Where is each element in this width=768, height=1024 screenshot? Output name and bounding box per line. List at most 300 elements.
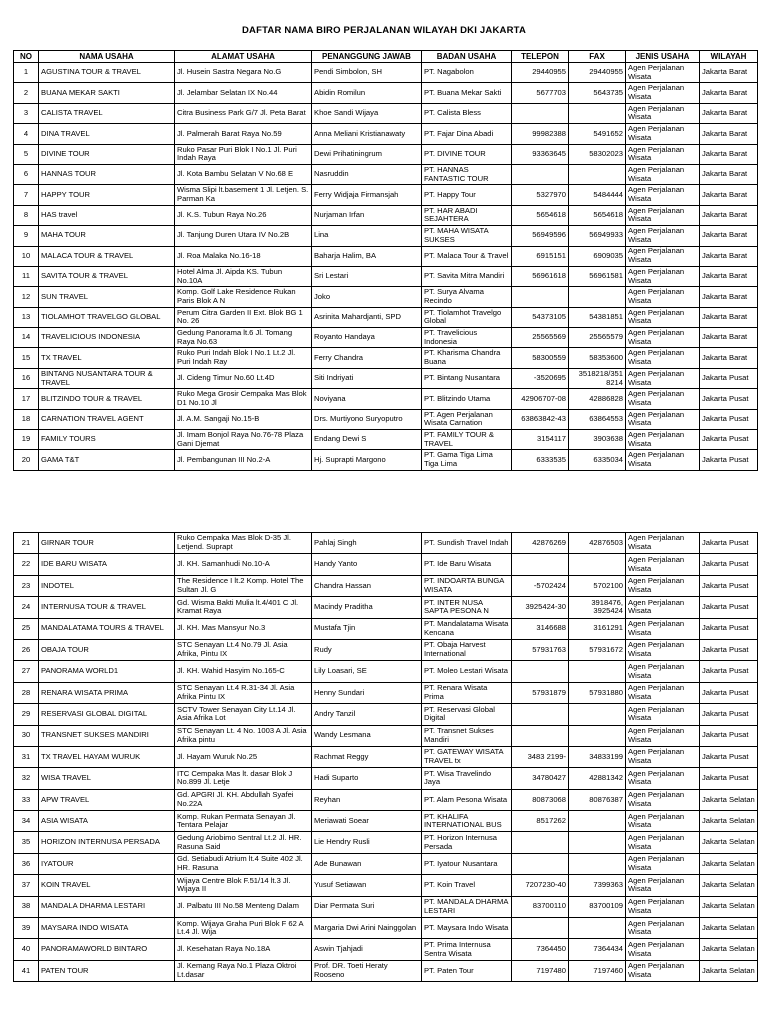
table-1-body xyxy=(14,63,758,471)
cell-alamat-usaha: Ruko Pasar Puri Blok I No.1 Jl. Puri Indah Raya xyxy=(175,144,312,164)
cell-wilayah: Jakarta Selatan xyxy=(700,960,758,981)
cell-no: 24 xyxy=(14,597,39,618)
cell-no: 40 xyxy=(14,939,39,960)
cell-alamat-usaha: Ruko Puri Indah Blok I No.1 Lt.2 Jl. Puri Indah Ray xyxy=(175,348,312,368)
cell-alamat-usaha: ITC Cempaka Mas lt. dasar Blok J No.899 Jl. Letje xyxy=(175,768,312,789)
table-2-body xyxy=(14,533,758,982)
cell-jenis-usaha: Agen Perjalanan Wisata xyxy=(626,704,700,725)
table-row xyxy=(14,124,758,144)
cell-nama-usaha: TRANSNET SUKSES MANDIRI xyxy=(39,725,175,746)
cell-jenis-usaha: Agen Perjalanan Wisata xyxy=(626,725,700,746)
table-row xyxy=(14,661,758,682)
table-row xyxy=(14,725,758,746)
cell-telepon xyxy=(512,661,569,682)
cell-jenis-usaha: Agen Perjalanan Wisata xyxy=(626,450,700,470)
cell-penanggung-jawab: Asrinita Mahardjanti, SPD xyxy=(312,307,422,327)
cell-nama-usaha: APW TRAVEL xyxy=(39,789,175,810)
cell-telepon xyxy=(512,918,569,939)
cell-wilayah: Jakarta Pusat xyxy=(700,661,758,682)
cell-alamat-usaha: SCTV Tower Senayan City Lt.14 Jl. Asia Afrika Lot xyxy=(175,704,312,725)
cell-no: 8 xyxy=(14,205,39,225)
cell-telepon xyxy=(512,704,569,725)
cell-wilayah: Jakarta Barat xyxy=(700,124,758,144)
cell-fax: 7399363 xyxy=(569,875,626,896)
cell-no: 3 xyxy=(14,103,39,123)
cell-wilayah: Jakarta Selatan xyxy=(700,875,758,896)
cell-telepon: 42906707-08 xyxy=(512,389,569,409)
cell-badan-usaha: PT. Nagabolon xyxy=(422,63,512,83)
cell-penanggung-jawab: Diar Permata Suri xyxy=(312,896,422,917)
header-fax: FAX xyxy=(569,51,626,63)
cell-wilayah: Jakarta Pusat xyxy=(700,554,758,575)
cell-penanggung-jawab: Dewi Prihatiningrum xyxy=(312,144,422,164)
cell-fax: 5702100 xyxy=(569,575,626,596)
cell-no: 15 xyxy=(14,348,39,368)
cell-nama-usaha: PANORAMAWORLD BINTARO xyxy=(39,939,175,960)
cell-telepon: 7197480 xyxy=(512,960,569,981)
cell-alamat-usaha: Jl. Cideng Timur No.60 Lt.4D xyxy=(175,368,312,388)
cell-alamat-usaha: Gedung Panorama lt.6 Jl. Tomang Raya No.63 xyxy=(175,328,312,348)
cell-badan-usaha: PT. Renara Wisata Prima xyxy=(422,682,512,703)
table-row xyxy=(14,450,758,470)
cell-no: 28 xyxy=(14,682,39,703)
cell-alamat-usaha: Jl. Palmerah Barat Raya No.59 xyxy=(175,124,312,144)
cell-telepon xyxy=(512,853,569,874)
cell-fax: 5654618 xyxy=(569,205,626,225)
cell-alamat-usaha: Jl. Husein Sastra Negara No.G xyxy=(175,63,312,83)
cell-wilayah: Jakarta Pusat xyxy=(700,389,758,409)
cell-badan-usaha: PT. Blitzindo Utama xyxy=(422,389,512,409)
cell-penanggung-jawab: Reyhan xyxy=(312,789,422,810)
cell-badan-usaha: PT. DIVINE TOUR xyxy=(422,144,512,164)
cell-badan-usaha: PT. Prima Internusa Sentra Wisata xyxy=(422,939,512,960)
cell-telepon: 5327970 xyxy=(512,185,569,205)
cell-alamat-usaha: Jl. Pembangunan III No.2-A xyxy=(175,450,312,470)
table-row xyxy=(14,853,758,874)
cell-alamat-usaha: Jl. Tanjung Duren Utara IV No.2B xyxy=(175,226,312,246)
cell-badan-usaha: PT. HAR ABADI SEJAHTERA xyxy=(422,205,512,225)
cell-badan-usaha: PT. Happy Tour xyxy=(422,185,512,205)
cell-fax: 3903638 xyxy=(569,430,626,450)
cell-nama-usaha: CALISTA TRAVEL xyxy=(39,103,175,123)
cell-jenis-usaha: Agen Perjalanan Wisata xyxy=(626,875,700,896)
cell-telepon: 29440955 xyxy=(512,63,569,83)
cell-badan-usaha: PT. Gama Tiga Lima Tiga Lima xyxy=(422,450,512,470)
table-row xyxy=(14,348,758,368)
table-row xyxy=(14,533,758,554)
cell-nama-usaha: MANDALATAMA TOURS & TRAVEL xyxy=(39,618,175,639)
cell-alamat-usaha: Gd. Wisma Bakti Mulia lt.4/401 C Jl. Kramat Raya xyxy=(175,597,312,618)
cell-nama-usaha: DINA TRAVEL xyxy=(39,124,175,144)
cell-no: 31 xyxy=(14,746,39,767)
cell-jenis-usaha: Agen Perjalanan Wisata xyxy=(626,246,700,266)
cell-alamat-usaha: Ruko Cempaka Mas Blok D-35 Jl. Letjend. Suprapt xyxy=(175,533,312,554)
cell-jenis-usaha: Agen Perjalanan Wisata xyxy=(626,768,700,789)
cell-nama-usaha: TX TRAVEL xyxy=(39,348,175,368)
cell-telepon xyxy=(512,103,569,123)
cell-no: 35 xyxy=(14,832,39,853)
cell-jenis-usaha: Agen Perjalanan Wisata xyxy=(626,368,700,388)
cell-wilayah: Jakarta Pusat xyxy=(700,450,758,470)
table-row xyxy=(14,63,758,83)
cell-jenis-usaha: Agen Perjalanan Wisata xyxy=(626,124,700,144)
cell-penanggung-jawab: Noviyana xyxy=(312,389,422,409)
cell-telepon: 3146688 xyxy=(512,618,569,639)
cell-nama-usaha: HAS travel xyxy=(39,205,175,225)
cell-jenis-usaha: Agen Perjalanan Wisata xyxy=(626,103,700,123)
cell-badan-usaha: PT. Bintang Nusantara xyxy=(422,368,512,388)
cell-wilayah: Jakarta Pusat xyxy=(700,704,758,725)
cell-badan-usaha: PT. FAMILY TOUR & TRAVEL xyxy=(422,430,512,450)
cell-alamat-usaha: Wijaya Centre Blok F.51/14 lt.3 Jl. Wijaya II xyxy=(175,875,312,896)
table-row xyxy=(14,164,758,184)
cell-telepon: 8517262 xyxy=(512,811,569,832)
cell-badan-usaha: PT. Kharisma Chandra Buana xyxy=(422,348,512,368)
cell-alamat-usaha: Jl. Palbatu III No.58 Menteng Dalam xyxy=(175,896,312,917)
cell-penanggung-jawab: Lina xyxy=(312,226,422,246)
cell-badan-usaha: PT. MAHA WISATA SUKSES xyxy=(422,226,512,246)
cell-fax: 57931672 xyxy=(569,639,626,660)
cell-wilayah: Jakarta Pusat xyxy=(700,368,758,388)
table-row xyxy=(14,575,758,596)
cell-telepon: 34780427 xyxy=(512,768,569,789)
cell-wilayah: Jakarta Pusat xyxy=(700,725,758,746)
cell-no: 12 xyxy=(14,287,39,307)
cell-penanggung-jawab: Rachmat Reggy xyxy=(312,746,422,767)
cell-fax xyxy=(569,725,626,746)
cell-no: 18 xyxy=(14,409,39,429)
cell-penanggung-jawab: Nasruddin xyxy=(312,164,422,184)
cell-jenis-usaha: Agen Perjalanan Wisata xyxy=(626,348,700,368)
cell-nama-usaha: MAHA TOUR xyxy=(39,226,175,246)
cell-nama-usaha: INTERNUSA TOUR & TRAVEL xyxy=(39,597,175,618)
cell-penanggung-jawab: Nurjaman Irfan xyxy=(312,205,422,225)
cell-nama-usaha: PANORAMA WORLD1 xyxy=(39,661,175,682)
cell-penanggung-jawab: Handy Yanto xyxy=(312,554,422,575)
cell-no: 7 xyxy=(14,185,39,205)
cell-alamat-usaha: Jl. A.M. Sangaji No.15-B xyxy=(175,409,312,429)
cell-penanggung-jawab: Wandy Lesmana xyxy=(312,725,422,746)
cell-penanggung-jawab: Pendi Simbolon, SH xyxy=(312,63,422,83)
cell-alamat-usaha: Jl. Roa Malaka No.16-18 xyxy=(175,246,312,266)
cell-alamat-usaha: The Residence I lt.2 Komp. Hotel The Sultan Jl. G xyxy=(175,575,312,596)
table-row xyxy=(14,682,758,703)
cell-nama-usaha: IDE BARU WISATA xyxy=(39,554,175,575)
cell-fax: 3918476, 3925424 xyxy=(569,597,626,618)
cell-wilayah: Jakarta Selatan xyxy=(700,939,758,960)
cell-penanggung-jawab: Anna Meliani Kristianawaty xyxy=(312,124,422,144)
cell-wilayah: Jakarta Pusat xyxy=(700,575,758,596)
cell-wilayah: Jakarta Pusat xyxy=(700,639,758,660)
header-nama-usaha: NAMA USAHA xyxy=(39,51,175,63)
cell-telepon xyxy=(512,832,569,853)
cell-wilayah: Jakarta Pusat xyxy=(700,746,758,767)
cell-no: 39 xyxy=(14,918,39,939)
cell-jenis-usaha: Agen Perjalanan Wisata xyxy=(626,896,700,917)
cell-penanggung-jawab: Lily Loasari, SE xyxy=(312,661,422,682)
cell-no: 29 xyxy=(14,704,39,725)
table-row xyxy=(14,832,758,853)
cell-badan-usaha: PT. Maysara Indo Wisata xyxy=(422,918,512,939)
cell-fax: 5484444 xyxy=(569,185,626,205)
cell-jenis-usaha: Agen Perjalanan Wisata xyxy=(626,597,700,618)
table-row xyxy=(14,389,758,409)
cell-penanggung-jawab: Meriawati Soear xyxy=(312,811,422,832)
cell-penanggung-jawab: Chandra Hassan xyxy=(312,575,422,596)
cell-badan-usaha: PT. Surya Alvama Recindo xyxy=(422,287,512,307)
cell-penanggung-jawab: Siti Indriyati xyxy=(312,368,422,388)
cell-fax: 6909035 xyxy=(569,246,626,266)
cell-wilayah: Jakarta Pusat xyxy=(700,682,758,703)
cell-nama-usaha: AGUSTINA TOUR & TRAVEL xyxy=(39,63,175,83)
cell-no: 5 xyxy=(14,144,39,164)
cell-badan-usaha: PT. Malaca Tour & Travel xyxy=(422,246,512,266)
cell-badan-usaha: PT. Reservasi Global Digital xyxy=(422,704,512,725)
cell-fax: 42876503 xyxy=(569,533,626,554)
cell-penanggung-jawab: Margaria Dwi Arini Nainggolan xyxy=(312,918,422,939)
cell-wilayah: Jakarta Selatan xyxy=(700,811,758,832)
cell-alamat-usaha: Gd. APGRI Jl. KH. Abdullah Syafei No.22A xyxy=(175,789,312,810)
cell-fax: 34833199 xyxy=(569,746,626,767)
cell-alamat-usaha: Gd. Setiabudi Atrium lt.4 Suite 402 Jl. HR. Rasuna xyxy=(175,853,312,874)
table-row xyxy=(14,409,758,429)
cell-wilayah: Jakarta Barat xyxy=(700,144,758,164)
cell-telepon: 80873068 xyxy=(512,789,569,810)
cell-jenis-usaha: Agen Perjalanan Wisata xyxy=(626,661,700,682)
cell-no: 9 xyxy=(14,226,39,246)
cell-wilayah: Jakarta Barat xyxy=(700,83,758,103)
cell-jenis-usaha: Agen Perjalanan Wisata xyxy=(626,575,700,596)
cell-no: 32 xyxy=(14,768,39,789)
cell-no: 22 xyxy=(14,554,39,575)
cell-fax: 7197460 xyxy=(569,960,626,981)
cell-alamat-usaha: Jl. Jelambar Selatan IX No.44 xyxy=(175,83,312,103)
cell-no: 16 xyxy=(14,368,39,388)
cell-fax: 6335034 xyxy=(569,450,626,470)
cell-wilayah: Jakarta Barat xyxy=(700,205,758,225)
cell-penanggung-jawab: Sri Lestari xyxy=(312,266,422,286)
cell-penanggung-jawab: Khoe Sandi Wijaya xyxy=(312,103,422,123)
cell-penanggung-jawab: Baharja Halim, BA xyxy=(312,246,422,266)
cell-penanggung-jawab: Ferry Widjaja Firmansjah xyxy=(312,185,422,205)
cell-nama-usaha: KOIN TRAVEL xyxy=(39,875,175,896)
cell-penanggung-jawab: Drs. Murtiyono Suryoputro xyxy=(312,409,422,429)
header-no: NO xyxy=(14,51,39,63)
cell-fax: 7364434 xyxy=(569,939,626,960)
cell-wilayah: Jakarta Pusat xyxy=(700,430,758,450)
cell-penanggung-jawab: Ade Bunawan xyxy=(312,853,422,874)
cell-no: 2 xyxy=(14,83,39,103)
cell-telepon: 25565569 xyxy=(512,328,569,348)
cell-alamat-usaha: Jl. KH. Samanhudi No.10-A xyxy=(175,554,312,575)
cell-alamat-usaha: Jl. Hayam Wuruk No.25 xyxy=(175,746,312,767)
table-row xyxy=(14,939,758,960)
cell-no: 20 xyxy=(14,450,39,470)
cell-alamat-usaha: STC Senayan Lt. 4 No. 1003 A Jl. Asia Afrika pintu xyxy=(175,725,312,746)
cell-fax: 63864553 xyxy=(569,409,626,429)
cell-badan-usaha: PT. INDOARTA BUNGA WISATA xyxy=(422,575,512,596)
cell-fax: 57931880 xyxy=(569,682,626,703)
cell-fax: 5491652 xyxy=(569,124,626,144)
table-header-row xyxy=(14,51,758,63)
cell-badan-usaha: PT. Fajar Dina Abadi xyxy=(422,124,512,144)
table-row xyxy=(14,746,758,767)
table-row xyxy=(14,704,758,725)
cell-penanggung-jawab: Henny Sundari xyxy=(312,682,422,703)
cell-nama-usaha: HAPPY TOUR xyxy=(39,185,175,205)
cell-badan-usaha: PT. Travelicious Indonesia xyxy=(422,328,512,348)
cell-nama-usaha: RENARA WISATA PRIMA xyxy=(39,682,175,703)
cell-jenis-usaha: Agen Perjalanan Wisata xyxy=(626,409,700,429)
cell-fax: 56949933 xyxy=(569,226,626,246)
cell-fax: 56961581 xyxy=(569,266,626,286)
cell-telepon xyxy=(512,725,569,746)
cell-telepon: 7207230-40 xyxy=(512,875,569,896)
cell-nama-usaha: WISA TRAVEL xyxy=(39,768,175,789)
header-jenis-usaha: JENIS USAHA xyxy=(626,51,700,63)
cell-jenis-usaha: Agen Perjalanan Wisata xyxy=(626,185,700,205)
cell-telepon: 93363645 xyxy=(512,144,569,164)
cell-telepon: 3483 2199- xyxy=(512,746,569,767)
cell-penanggung-jawab: Lie Hendry Rusli xyxy=(312,832,422,853)
table-row xyxy=(14,307,758,327)
cell-jenis-usaha: Agen Perjalanan Wisata xyxy=(626,266,700,286)
cell-badan-usaha: PT. Paten Tour xyxy=(422,960,512,981)
cell-no: 26 xyxy=(14,639,39,660)
cell-nama-usaha: BUANA MEKAR SAKTI xyxy=(39,83,175,103)
header-penanggung-jawab: PENANGGUNG JAWAB xyxy=(312,51,422,63)
cell-penanggung-jawab: Yusuf Setiawan xyxy=(312,875,422,896)
cell-badan-usaha: PT. Horizon Internusa Persada xyxy=(422,832,512,853)
cell-fax: 58353600 xyxy=(569,348,626,368)
header-wilayah: WILAYAH xyxy=(700,51,758,63)
cell-fax xyxy=(569,853,626,874)
table-row xyxy=(14,185,758,205)
cell-penanggung-jawab: Ferry Chandra xyxy=(312,348,422,368)
cell-telepon: 3154117 xyxy=(512,430,569,450)
cell-telepon xyxy=(512,554,569,575)
cell-badan-usaha: PT. Iyatour Nusantara xyxy=(422,853,512,874)
cell-badan-usaha: PT. GATEWAY WISATA TRAVEL tx xyxy=(422,746,512,767)
cell-jenis-usaha: Agen Perjalanan Wisata xyxy=(626,832,700,853)
cell-badan-usaha: PT. Tiolamhot Travelgo Global xyxy=(422,307,512,327)
cell-jenis-usaha: Agen Perjalanan Wisata xyxy=(626,746,700,767)
table-row xyxy=(14,768,758,789)
table-row xyxy=(14,960,758,981)
cell-nama-usaha: HANNAS TOUR xyxy=(39,164,175,184)
cell-fax xyxy=(569,832,626,853)
cell-jenis-usaha: Agen Perjalanan Wisata xyxy=(626,960,700,981)
cell-jenis-usaha: Agen Perjalanan Wisata xyxy=(626,811,700,832)
cell-fax: 42886828 xyxy=(569,389,626,409)
cell-alamat-usaha: Jl. Imam Bonjol Raya No.76-78 Plaza Gani Djemat xyxy=(175,430,312,450)
cell-badan-usaha: PT. Koin Travel xyxy=(422,875,512,896)
cell-jenis-usaha: Agen Perjalanan Wisata xyxy=(626,83,700,103)
cell-no: 41 xyxy=(14,960,39,981)
cell-wilayah: Jakarta Barat xyxy=(700,185,758,205)
table-row xyxy=(14,328,758,348)
cell-alamat-usaha: Jl. K.S. Tubun Raya No.26 xyxy=(175,205,312,225)
cell-alamat-usaha: STC Senayan Lt.4 R.31-34 Jl. Asia Afrika Pintu IX xyxy=(175,682,312,703)
cell-alamat-usaha: Perum Citra Garden II Ext. Blok BG 1 No. 26 xyxy=(175,307,312,327)
cell-no: 33 xyxy=(14,789,39,810)
cell-telepon: 99982388 xyxy=(512,124,569,144)
header-alamat-usaha: ALAMAT USAHA xyxy=(175,51,312,63)
cell-telepon: 57931763 xyxy=(512,639,569,660)
cell-nama-usaha: TRAVELICIOUS INDONESIA xyxy=(39,328,175,348)
cell-wilayah: Jakarta Pusat xyxy=(700,618,758,639)
cell-nama-usaha: RESERVASI GLOBAL DIGITAL xyxy=(39,704,175,725)
cell-no: 34 xyxy=(14,811,39,832)
cell-no: 25 xyxy=(14,618,39,639)
cell-penanggung-jawab: Hj. Suprapti Margono xyxy=(312,450,422,470)
cell-jenis-usaha: Agen Perjalanan Wisata xyxy=(626,853,700,874)
cell-badan-usaha: PT. KHALIFA INTERNATIONAL BUS xyxy=(422,811,512,832)
table-row xyxy=(14,639,758,660)
cell-jenis-usaha: Agen Perjalanan Wisata xyxy=(626,682,700,703)
cell-telepon: 56949596 xyxy=(512,226,569,246)
cell-badan-usaha: PT. Obaja Harvest International xyxy=(422,639,512,660)
cell-jenis-usaha: Agen Perjalanan Wisata xyxy=(626,144,700,164)
cell-telepon: 3925424-30 xyxy=(512,597,569,618)
cell-jenis-usaha: Agen Perjalanan Wisata xyxy=(626,618,700,639)
table-row xyxy=(14,875,758,896)
cell-fax xyxy=(569,918,626,939)
cell-alamat-usaha: Hotel Alma Jl. Aipda KS. Tubun No.10A xyxy=(175,266,312,286)
cell-no: 36 xyxy=(14,853,39,874)
cell-badan-usaha: PT. Moleo Lestari Wisata xyxy=(422,661,512,682)
cell-telepon: 6915151 xyxy=(512,246,569,266)
cell-alamat-usaha: Ruko Mega Grosir Cempaka Mas Blok D1 No.10 Jl xyxy=(175,389,312,409)
cell-jenis-usaha: Agen Perjalanan Wisata xyxy=(626,918,700,939)
cell-alamat-usaha: Komp. Rukan Permata Senayan Jl. Tentara Pelajar xyxy=(175,811,312,832)
cell-telepon: 56961618 xyxy=(512,266,569,286)
cell-nama-usaha: ASIA WISATA xyxy=(39,811,175,832)
cell-nama-usaha: HORIZON INTERNUSA PERSADA xyxy=(39,832,175,853)
cell-no: 10 xyxy=(14,246,39,266)
cell-no: 19 xyxy=(14,430,39,450)
cell-nama-usaha: FAMILY TOURS xyxy=(39,430,175,450)
cell-no: 1 xyxy=(14,63,39,83)
cell-nama-usaha: GAMA T&T xyxy=(39,450,175,470)
table-row xyxy=(14,205,758,225)
cell-nama-usaha: PATEN TOUR xyxy=(39,960,175,981)
cell-nama-usaha: CARNATION TRAVEL AGENT xyxy=(39,409,175,429)
cell-badan-usaha: PT. Alam Pesona Wisata xyxy=(422,789,512,810)
cell-badan-usaha: PT. Savita Mitra Mandiri xyxy=(422,266,512,286)
cell-penanggung-jawab: Rudy xyxy=(312,639,422,660)
cell-nama-usaha: MAYSARA INDO WISATA xyxy=(39,918,175,939)
cell-jenis-usaha: Agen Perjalanan Wisata xyxy=(626,164,700,184)
cell-jenis-usaha: Agen Perjalanan Wisata xyxy=(626,533,700,554)
cell-alamat-usaha: STC Senayan Lt.4 No.79 Jl. Asia Afrika, Pintu IX xyxy=(175,639,312,660)
cell-jenis-usaha: Agen Perjalanan Wisata xyxy=(626,789,700,810)
cell-telepon: 57931879 xyxy=(512,682,569,703)
cell-jenis-usaha: Agen Perjalanan Wisata xyxy=(626,307,700,327)
cell-fax: 42881342 xyxy=(569,768,626,789)
cell-penanggung-jawab: Joko xyxy=(312,287,422,307)
cell-no: 30 xyxy=(14,725,39,746)
cell-no: 17 xyxy=(14,389,39,409)
cell-nama-usaha: SAVITA TOUR & TRAVEL xyxy=(39,266,175,286)
cell-nama-usaha: BLITZINDO TOUR & TRAVEL xyxy=(39,389,175,409)
cell-fax xyxy=(569,103,626,123)
cell-penanggung-jawab: Macindy Praditha xyxy=(312,597,422,618)
cell-no: 6 xyxy=(14,164,39,184)
cell-alamat-usaha: Komp. Wijaya Graha Puri Blok F 62 A Lt.4 Jl. Wija xyxy=(175,918,312,939)
cell-jenis-usaha: Agen Perjalanan Wisata xyxy=(626,939,700,960)
cell-jenis-usaha: Agen Perjalanan Wisata xyxy=(626,430,700,450)
